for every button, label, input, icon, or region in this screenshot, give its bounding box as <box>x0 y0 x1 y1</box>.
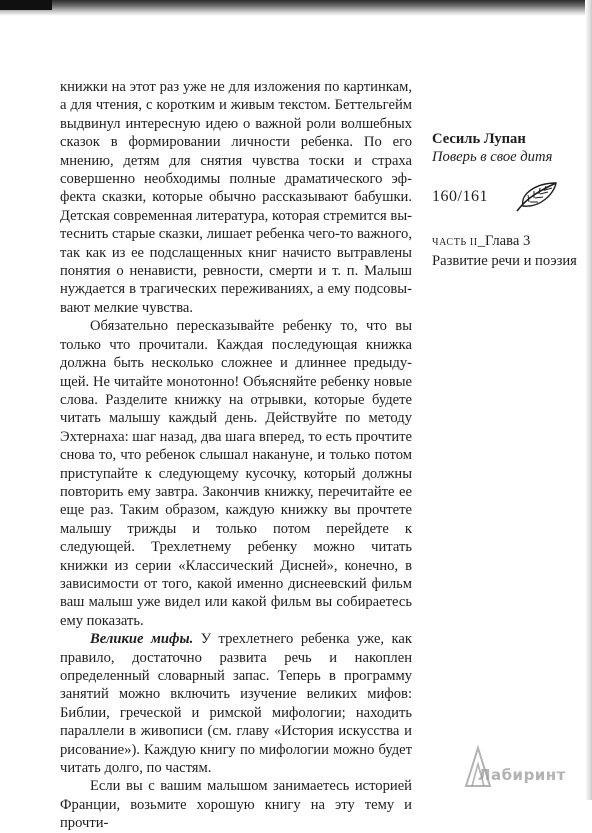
chapter-block <box>432 232 582 270</box>
author-name: Сесиль Лупан <box>432 131 526 147</box>
watermark <box>462 742 586 790</box>
leaf-icon <box>514 180 560 214</box>
scan-right-edge <box>585 0 592 800</box>
paragraph-1: книжки на этот раз уже не для изложения по картинкам, а для чтения, с коротким и живым текстом. Беттельгейм выдвинул интересную идею о важной роли волшебных сказок в формировании личности ребенка. По его мнению, детям для снятия чувства тоски и страха совершенно необходимы полные драматического эффекта сказки, которые обычно рассказывают бабушки. Детская современная литература, которая стремится вытеснить старые сказки, лишает ребенка чего-то важного, так как из ее подслащенных книг начисто вытравлены понятия о ненависти, ревности, смерти и т. п. Малыш нуждается в трагических переживаниях, а ему подсовывают мелкие чувства. <box>60 79 412 316</box>
book-title: Поверь в свое дитя <box>432 149 553 165</box>
running-sidebar <box>432 130 582 270</box>
watermark-text: Лабиринт <box>478 766 566 784</box>
paragraph-4: Если вы с вашим малышом занимаетесь историей Франции, возьмите хорошую книгу на эту тему и прочти- <box>60 778 412 832</box>
page-number-row <box>432 180 582 216</box>
paragraph-2: Обязательно пересказывайте ребенку то, что вы только что прочитали. Каждая последующая книжка должна быть несколько сложнее и длиннее предыдущей. Не читайте монотонно! Объясняйте ребенку новые слова. Разделите книжку на отрывки, которые будете читать малышу каждый день. Действуйте по методу Эхтернаха: шаг назад, два шага вперед, то есть прочтите снова то, что ребенок слышал накануне, и только потом приступайте к следующему кусочку, который должны повторить ему завтра. Закончив книжку, перечитайте ее еще раз. Таким образом, каждую книжку вы прочтете малышу трижды и только потом перейдете к следующей. Трехлетнему ребенку можно читать книжки из серии «Классический Дисней», конечно, в зависимости от того, какой именно диснеевский фильм ваш малыш уже видел или какой фильм вы собираетесь ему показать. <box>60 318 412 629</box>
paragraph-3 <box>60 630 412 777</box>
main-text-column <box>60 78 412 833</box>
paragraph-3-text: У трехлетнего ребенка уже, как правило, достаточно развита речь и накоплен определенный словарный запас. Теперь в программу занятий можно включить изучение великих мифов: Библии, греческой и римской мифологии; находить параллели в живописи (см. главу «История искусства и рисование»). Каждую книгу по мифологии можно будет читать долго, по частям. <box>60 631 412 777</box>
chapter-label: _Глава 3 <box>477 233 531 249</box>
scan-top-shadow <box>0 0 592 16</box>
chapter-title: Развитие речи и поэзия <box>432 253 577 269</box>
section-heading-myths: Великие мифы. <box>90 631 194 648</box>
page-numbers: 160/161 <box>432 188 488 205</box>
part-label: ЧАСТЬ II <box>432 237 478 248</box>
